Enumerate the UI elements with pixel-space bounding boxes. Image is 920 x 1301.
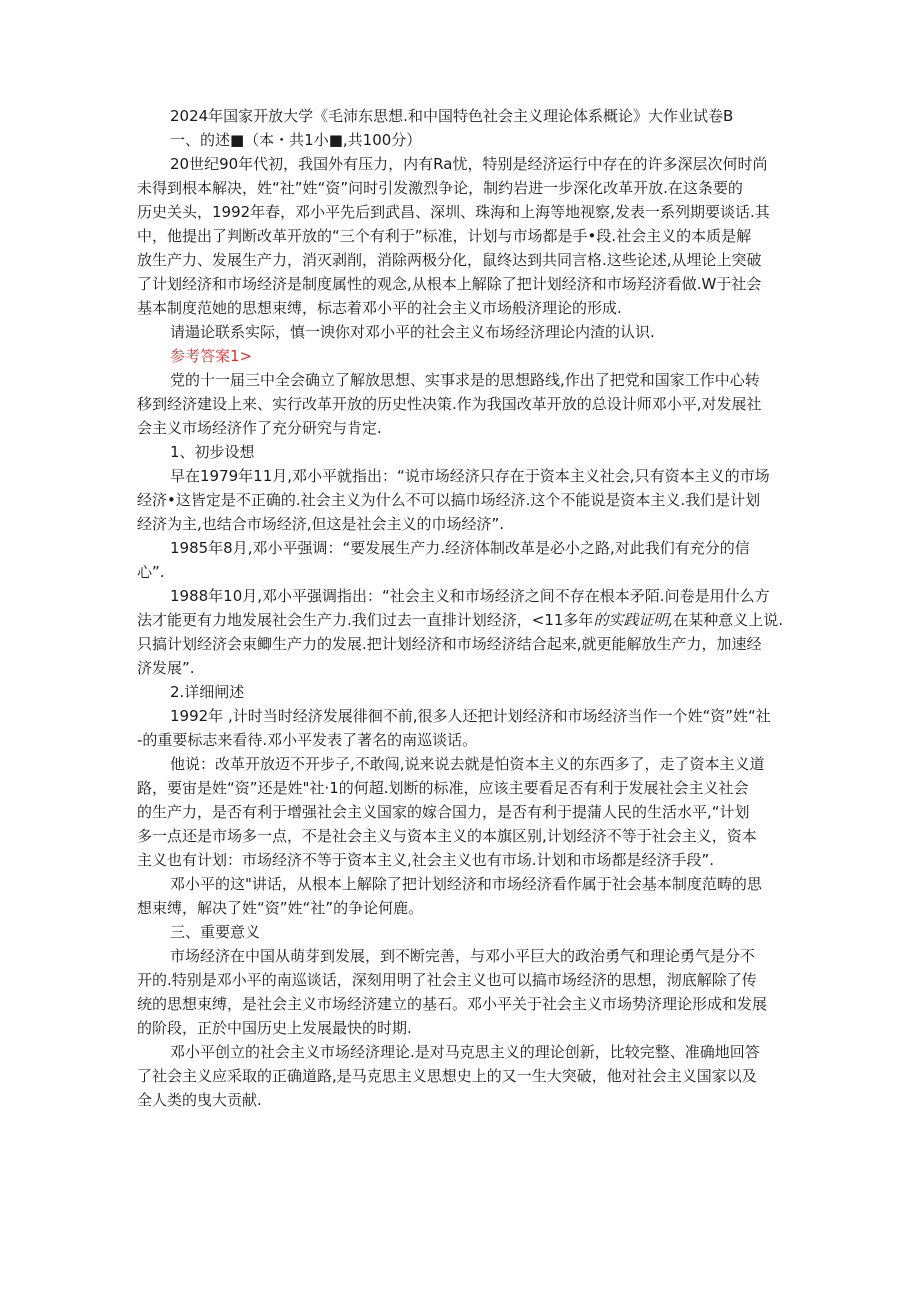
text-line: 的生产力，是否有利于增强社会主义国家的嫁合国力，是否有利于提蒲人民的生活水平,“计划 <box>137 803 750 821</box>
text-line: 1985年8月,邓小平强调：“要发展生产力.经济体制改革是必小之路,对此我们有充分的信 <box>170 539 750 557</box>
text-line: 想束缚，解决了姓“资”姓“社”的争论何鹿。 <box>137 899 424 917</box>
text-span: 在某种意义上说. <box>673 611 783 629</box>
text-line: 邓小平创立的社会主义市场经济理论.是对马克思主义的理论创新，比较完整、准确地回答 <box>170 1043 760 1061</box>
paragraph-deng-speech <box>137 872 787 920</box>
text-line: 的阶段，正於中国历史上发展最快的时期. <box>137 1019 412 1037</box>
subheading-significance: 三、重要意义 <box>170 923 261 941</box>
paragraph-1985 <box>137 536 787 584</box>
text-line: 全人类的曳大贡献. <box>137 1091 262 1109</box>
paragraph-1988 <box>137 584 787 680</box>
question-prompt: 请遢论联系实际，慎一谀你对邓小平的社会主义布场经济理论内渣的认识. <box>170 323 655 341</box>
intro-paragraph <box>137 368 787 440</box>
text-line: 了社会主义应采取的正确道路,是马克思主义思想史上的又一生大突破，他对社会主义国家以及 <box>137 1067 757 1085</box>
text-line: 1992年 ,计时当时经济发展徘徊不前,很多人还把计划经济和市场经济当作一个姓“资”姓“社 <box>170 707 771 725</box>
paragraph-conclusion <box>137 1040 787 1112</box>
text-line: 基本制度范她的思想束缚，标志着邓小平的社会主义市场般济理论的形成. <box>137 299 622 317</box>
text-line <box>137 608 787 632</box>
text-line: 只搞计划经济会束鲫生产力的发展.把计划经济和市场经济结合起来,就更能解放生产力，加速经 <box>137 635 762 653</box>
document-title: 2024年国家开放大学《毛沛东思想.和中国特色社会主义理论体系概论》大作业试卷B <box>170 107 734 125</box>
text-line: 历史关头，1992年春，邓小平先后到武昌、深圳、珠海和上海等地视察,发表一系列期要谈话.其 <box>137 203 770 221</box>
text-span: 法才能更有力地发展社会生产力.我们过去一直排计划经济，<11多年 <box>137 611 594 629</box>
subheading-initial-idea: 1、初步设想 <box>170 443 255 461</box>
text-line: 1988年10月,邓小平强调指出：“社会主义和市场经济之间不存在根本矛陌.问卷是用什么方 <box>170 587 770 605</box>
subheading-detailed: 2.详细闸述 <box>170 683 245 701</box>
text-line: 路，要宙是姓“资”还是姓"社·1的何超.划断的标准，应该主要看足否有利于发展社会主义社会 <box>137 779 749 797</box>
paragraph-1979 <box>137 464 787 536</box>
text-line: 多一点还是市场多一点，不是社会主义与资本主义的本旗区别,计划经济不等于社会主义，资本 <box>137 827 757 845</box>
text-line: 经济为主,也结合市场经济,但这是社会主义的巾场经济”. <box>137 515 505 533</box>
text-line: 移到经济建设上来、实行改革开放的历史性决策.作为我国改革开放的总设计师邓小平,对发展社 <box>137 395 762 413</box>
question-paragraph <box>137 152 787 320</box>
text-line: 会主义市场经济作了充分研究与肯定. <box>137 419 382 437</box>
paragraph-significance <box>137 944 787 1040</box>
paragraph-he-said <box>137 752 787 872</box>
text-line: 了计划经济和市场经济是制度属性的观念,从根本上解除了把计划经济和市场羟济看做.W于社会 <box>137 275 762 293</box>
paragraph-1992 <box>137 704 787 752</box>
italic-text-span: 的实践证明, <box>593 611 674 629</box>
text-line: 未得到根本解决，姓“社”姓“资”问时引发激烈争论，制约岩进一步深化改革开放.在这条要的 <box>137 179 743 197</box>
text-line: 党的十一届三中全会确立了解放思想、实事求是的思想路线,作出了把党和国家工作中心转 <box>170 371 760 389</box>
text-line: 统的思想束缚，是社会主义市场经济建立的基石。邓小平关于社会主义市场势济理论形成和发展 <box>137 995 768 1013</box>
text-line: 主义也有计划：市场经济不等于资本主义,社会主义也有市场.计划和市场都是经济手段”. <box>137 851 715 869</box>
document-page <box>137 104 787 1112</box>
text-line: 早在1979年11月,邓小平就指出：“说市场经济只存在于资本主义社会,只有资本主义的市场 <box>170 467 770 485</box>
text-line: -的重要标志来看待.邓小平发表了著名的南巡谈话。 <box>137 731 478 749</box>
text-line: 心”. <box>137 563 165 581</box>
answer-label: 参考答案1> <box>170 347 253 365</box>
text-line: 市场经济在中国从萌芽到发展，到不断完善，与邓小平巨大的政治勇气和理论勇气是分不 <box>170 947 756 965</box>
text-line: 中，他提出了判断改革开放的“三个有利于”标准，计划与市场都是手•段.社会主义的本质是解 <box>137 227 752 245</box>
section-heading: 一、的述■（本・共1小■,共100分） <box>170 131 422 149</box>
text-line: 他说：改革开放迈不开步子,不敢闯,说来说去就是怕资本主义的东西多了，走了资本主义道 <box>170 755 765 773</box>
text-line: 经济•这皆定是不正确的.社会主义为什么不可以搞巾场经济.这个不能说是资本主义.我们是计划 <box>137 491 761 509</box>
text-line: 放生产力、发展生产力，消灭剥削，消除两极分化，鼠终达到共同言格.这些论述,从埋论上突破 <box>137 251 762 269</box>
text-line: 济发展”. <box>137 659 195 677</box>
text-line: 开的.特别是邓小平的南巡谈话，深刻用明了社会主义也可以搞市场经济的思想，沏底解除了传 <box>137 971 757 989</box>
text-line: 邓小平的这"讲话，从根本上解除了把计划经济和市场经济看作属于社会基本制度范畴的思 <box>170 875 762 893</box>
text-line: 20世纪90年代初，我国外有压力，内有Ra忧，特别是经济运行中存在的许多深层次何时尚 <box>170 155 768 173</box>
